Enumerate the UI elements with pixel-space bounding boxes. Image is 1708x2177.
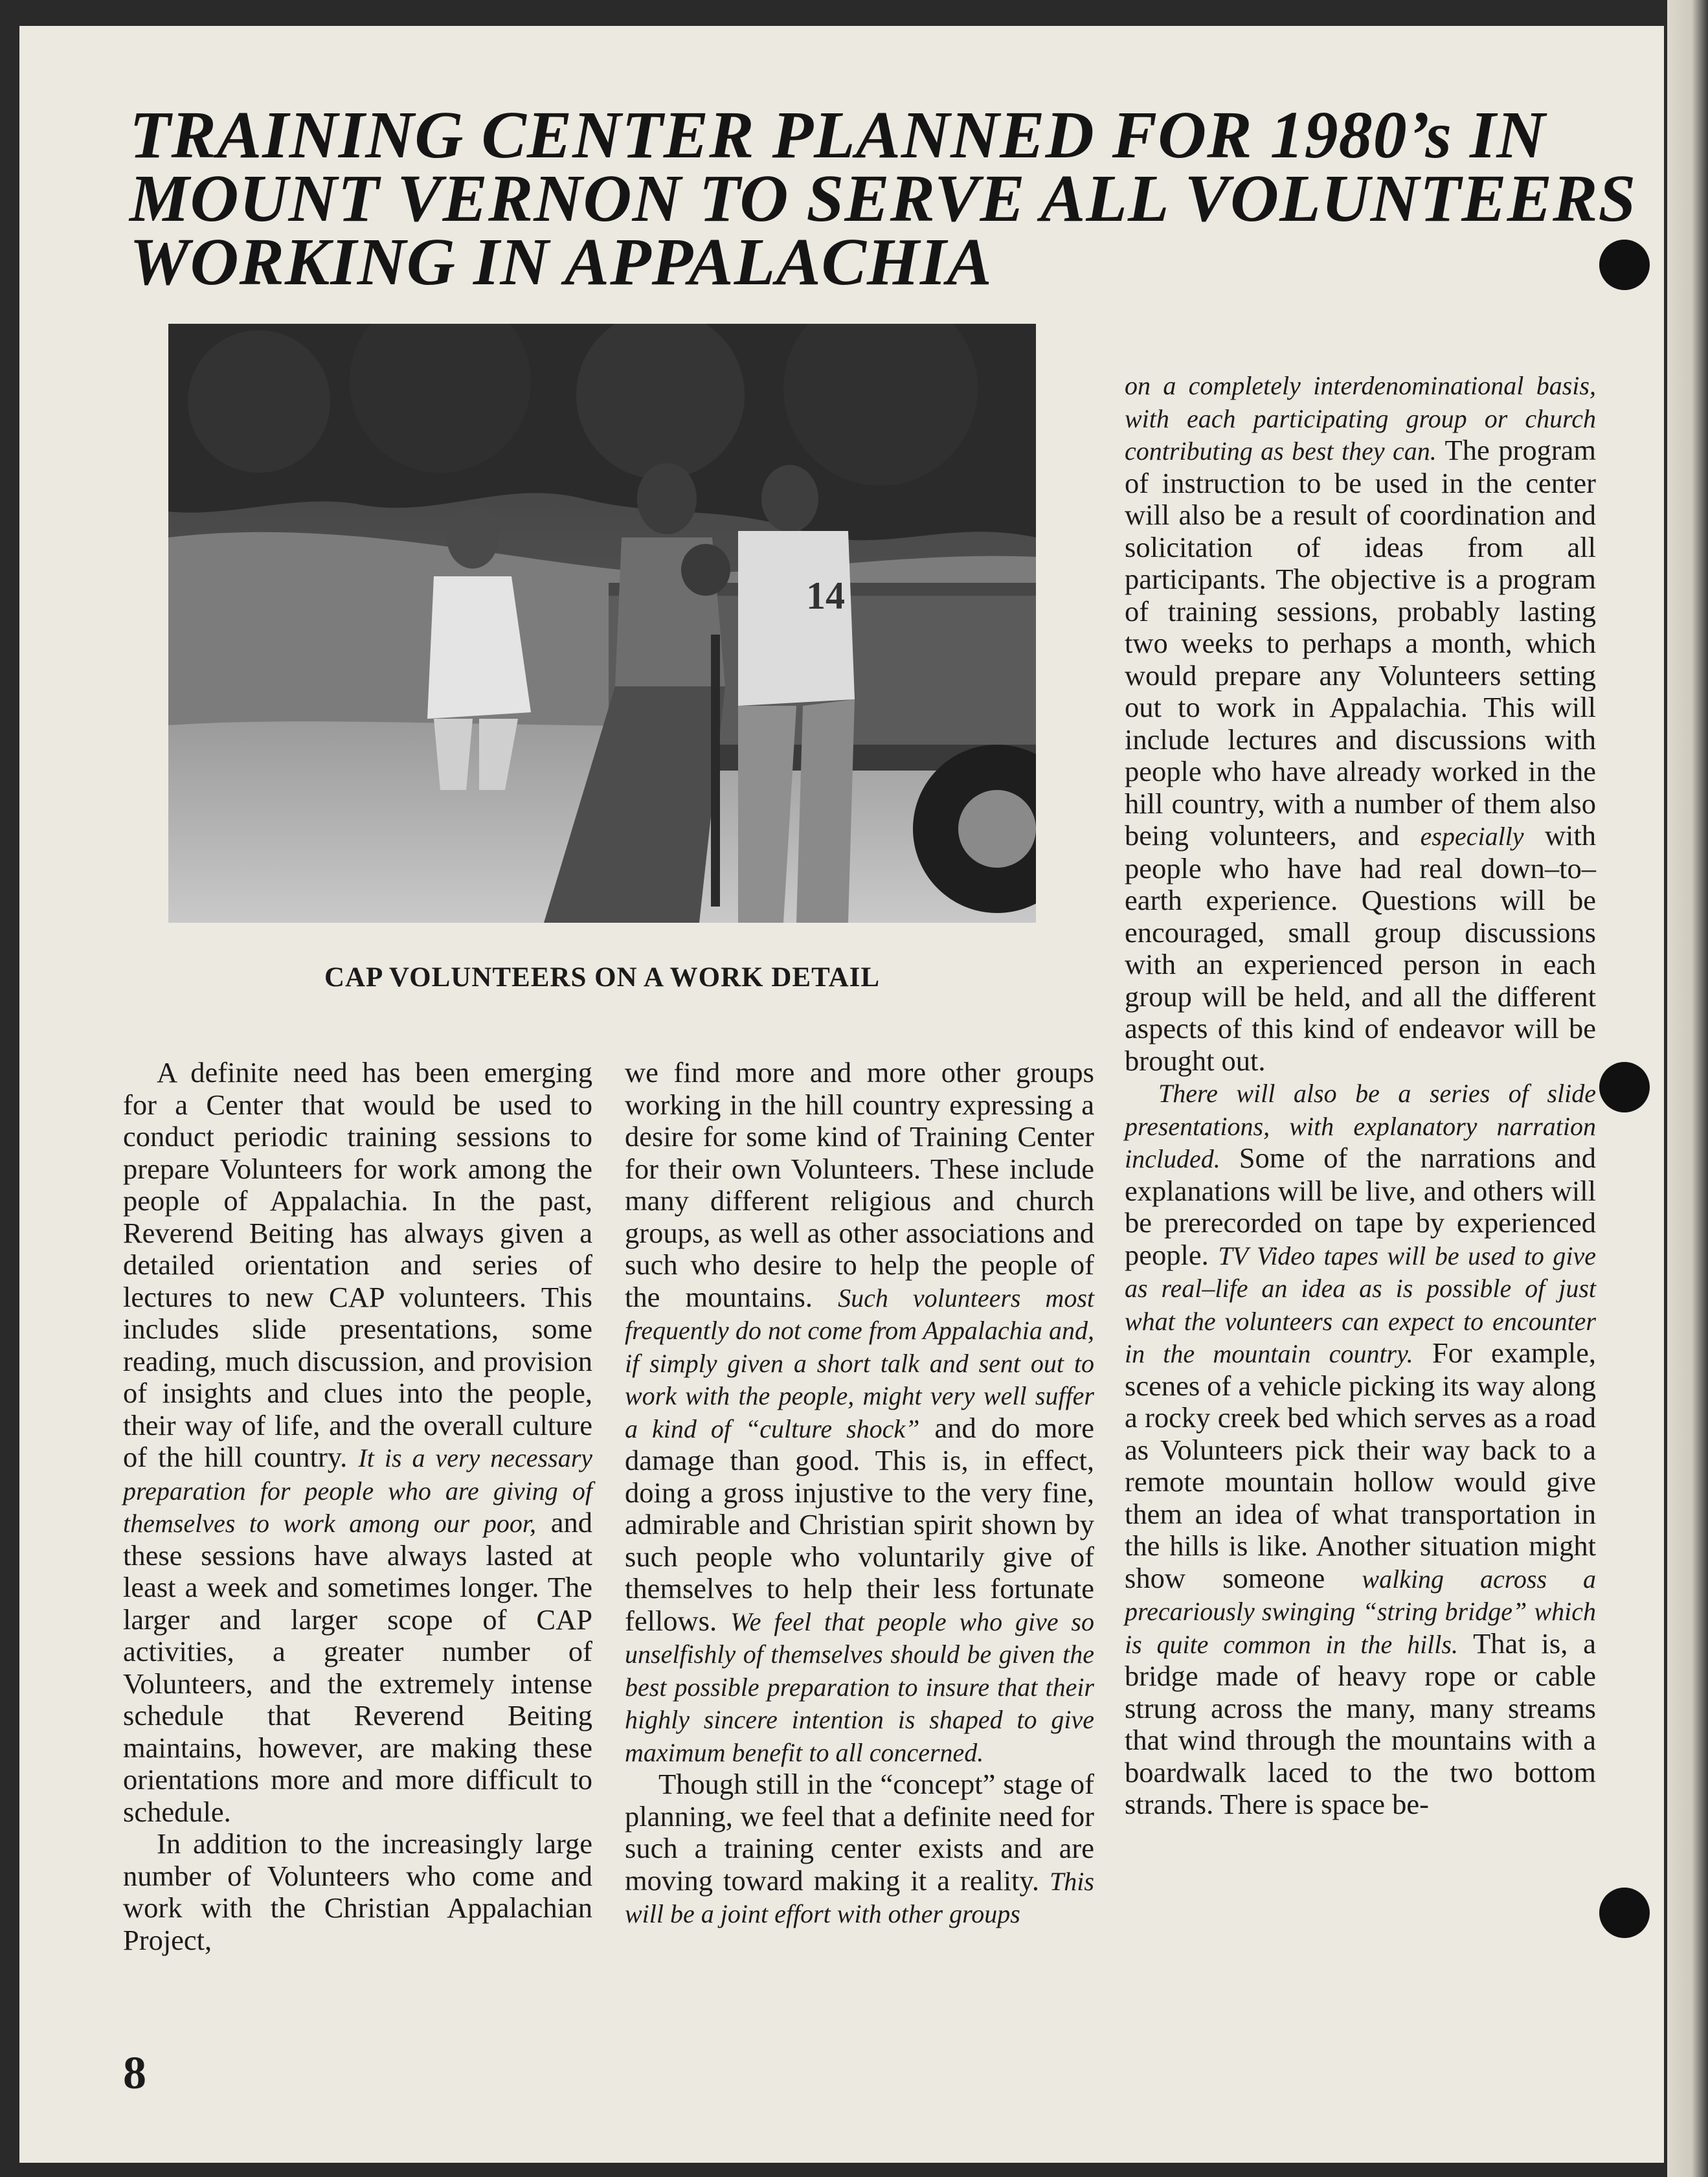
photo-caption: CAP VOLUNTEERS ON A WORK DETAIL — [324, 962, 881, 993]
volunteers-photo-illustration — [168, 324, 1036, 923]
jersey-number: 14 — [806, 574, 845, 617]
col2-text-a: we find more and more other groups working in the hill country expressing a desire for some kind of Training Center for their own Volunteers. These include many different religious and church groups, as well as other associations and such who desire to help the people of the mountains. — [625, 1056, 1094, 1313]
column-3 — [1125, 369, 1596, 1821]
headline-line-2: MOUNT VERNON TO SERVE ALL VOLUNTEERS — [129, 161, 1637, 236]
binder-hole-2 — [1599, 1062, 1650, 1112]
headline-line-1: TRAINING CENTER PLANNED FOR 1980’s IN — [129, 98, 1546, 172]
col3-text-e: That is, a bridge made of heavy rope or cable strung across the many, many streams that wind through the mountains with a boardwalk laced to the two bottom strands. There is space be- — [1125, 1627, 1597, 1820]
column-1-paragraph-1 — [123, 1057, 592, 1828]
column-2-paragraph-1 — [625, 1057, 1094, 1768]
column-1 — [123, 1057, 592, 1956]
col3-italic-2: especially — [1420, 822, 1524, 851]
col1-text-a: A definite need has been emerging for a Center that would be used to conduct periodic training sessions to prepare Volunteers for work among the people of Appalachia. In the past, Reverend Beiting has always given a detailed orientation and series of lectures to new CAP volunteers. This includes slide presentations, some reading, much discussion, and provision of insights and clues into the people, their way of life, and the overall culture of the hill country. — [123, 1056, 592, 1473]
col3-italic-1: on a completely interdenominational basis, with each participating group or church contributing as best they can. — [1125, 371, 1596, 466]
column-3-paragraph-1 — [1125, 369, 1596, 1077]
article-headline — [129, 98, 1637, 299]
col1-italic: It is a very necessary preparation for people who are giving of themselves to work among our poor, — [123, 1443, 593, 1538]
page-number: 8 — [123, 2047, 146, 2099]
col2-italic-2: We feel that people who give so unselfishly of themselves should be given the best possible preparation to insure that their highly sincere intention is shaped to give maximum benefit to all concerned. — [625, 1607, 1094, 1767]
col3-italic-5: walking across a precariously swinging “string bridge” which is quite common in the hills. — [1125, 1564, 1597, 1659]
headline-line-3: WORKING IN APPALACHIA — [129, 225, 993, 299]
col3-italic-3: There will also be a series of slide presentations, with explanatory narration included. — [1125, 1079, 1596, 1173]
column-1-paragraph-2: In addition to the increasingly large number of Volunteers who come and work with the Christian Appalachian Project, — [123, 1827, 592, 1956]
binder-hole-1 — [1599, 240, 1650, 290]
col3-text-c: Some of the narrations and explanations will be live, and others will be prerecorded on tape by experienced people. — [1125, 1142, 1597, 1271]
col3-text-a: The program of instruction to be used in the center will also be a result of coordination and solicitation of ideas from all participants. The objective is a program of training sessions, probably lasting two weeks to perhaps a month, which would prepare any Volunteers setting out to work in Appalachia. This will include lectures and discussions with people who have already worked in the hill country, with a number of them also being volunteers, and — [1125, 434, 1597, 852]
col3-text-b: with people who have had real down–to–earth experience. Questions will be encouraged, small group discussions with an experienced person in each group will be held, and all the different aspects of this kind of endeavor will be brought out. — [1125, 819, 1597, 1077]
column-2-paragraph-2 — [625, 1768, 1094, 1930]
col3-text-d: For example, scenes of a vehicle picking its way along a rocky creek bed which serves as a road as Volunteers pick their way back to a remote mountain hollow would give them an idea of what transportation in the hills is like. Another situation might show someone — [1125, 1337, 1596, 1594]
binder-edge — [1667, 0, 1708, 2177]
col2-italic-1: Such volunteers most frequently do not come from Appalachia and, if simply given a short talk and sent out to work with the people, might very well suffer a kind of “culture shock” — [625, 1283, 1094, 1443]
col2-text-c: Though still in the “concept” stage of planning, we feel that a definite need for such a training center exists and are moving toward making it a reality. — [625, 1768, 1094, 1897]
col3-italic-4: TV Video tapes will be used to give as real–life an idea as is possible of just what the volunteers can expect to encounter in the mountain country. — [1125, 1241, 1596, 1368]
column-2 — [625, 1057, 1094, 1930]
volunteers-photo — [168, 324, 1036, 923]
magazine-page — [19, 26, 1664, 2163]
binder-hole-3 — [1599, 1888, 1650, 1938]
col2-text-b: and do more damage than good. This is, in effect, doing a gross injustive to the very fine, admirable and Christian spirit shown by such people who voluntarily give of themselves to help their less fortunate fellows. — [625, 1411, 1094, 1637]
col2-italic-3: This will be a joint effort with other groups — [625, 1866, 1094, 1928]
column-3-paragraph-2 — [1125, 1077, 1596, 1821]
col1-text-b: and these sessions have always lasted at least a week and sometimes longer. The larger and larger scope of CAP activities, a greater number of Volunteers, and the extremely intense schedule that Reverend Beiting maintains, however, are making these orientations more and more difficult to schedule. — [123, 1506, 592, 1828]
